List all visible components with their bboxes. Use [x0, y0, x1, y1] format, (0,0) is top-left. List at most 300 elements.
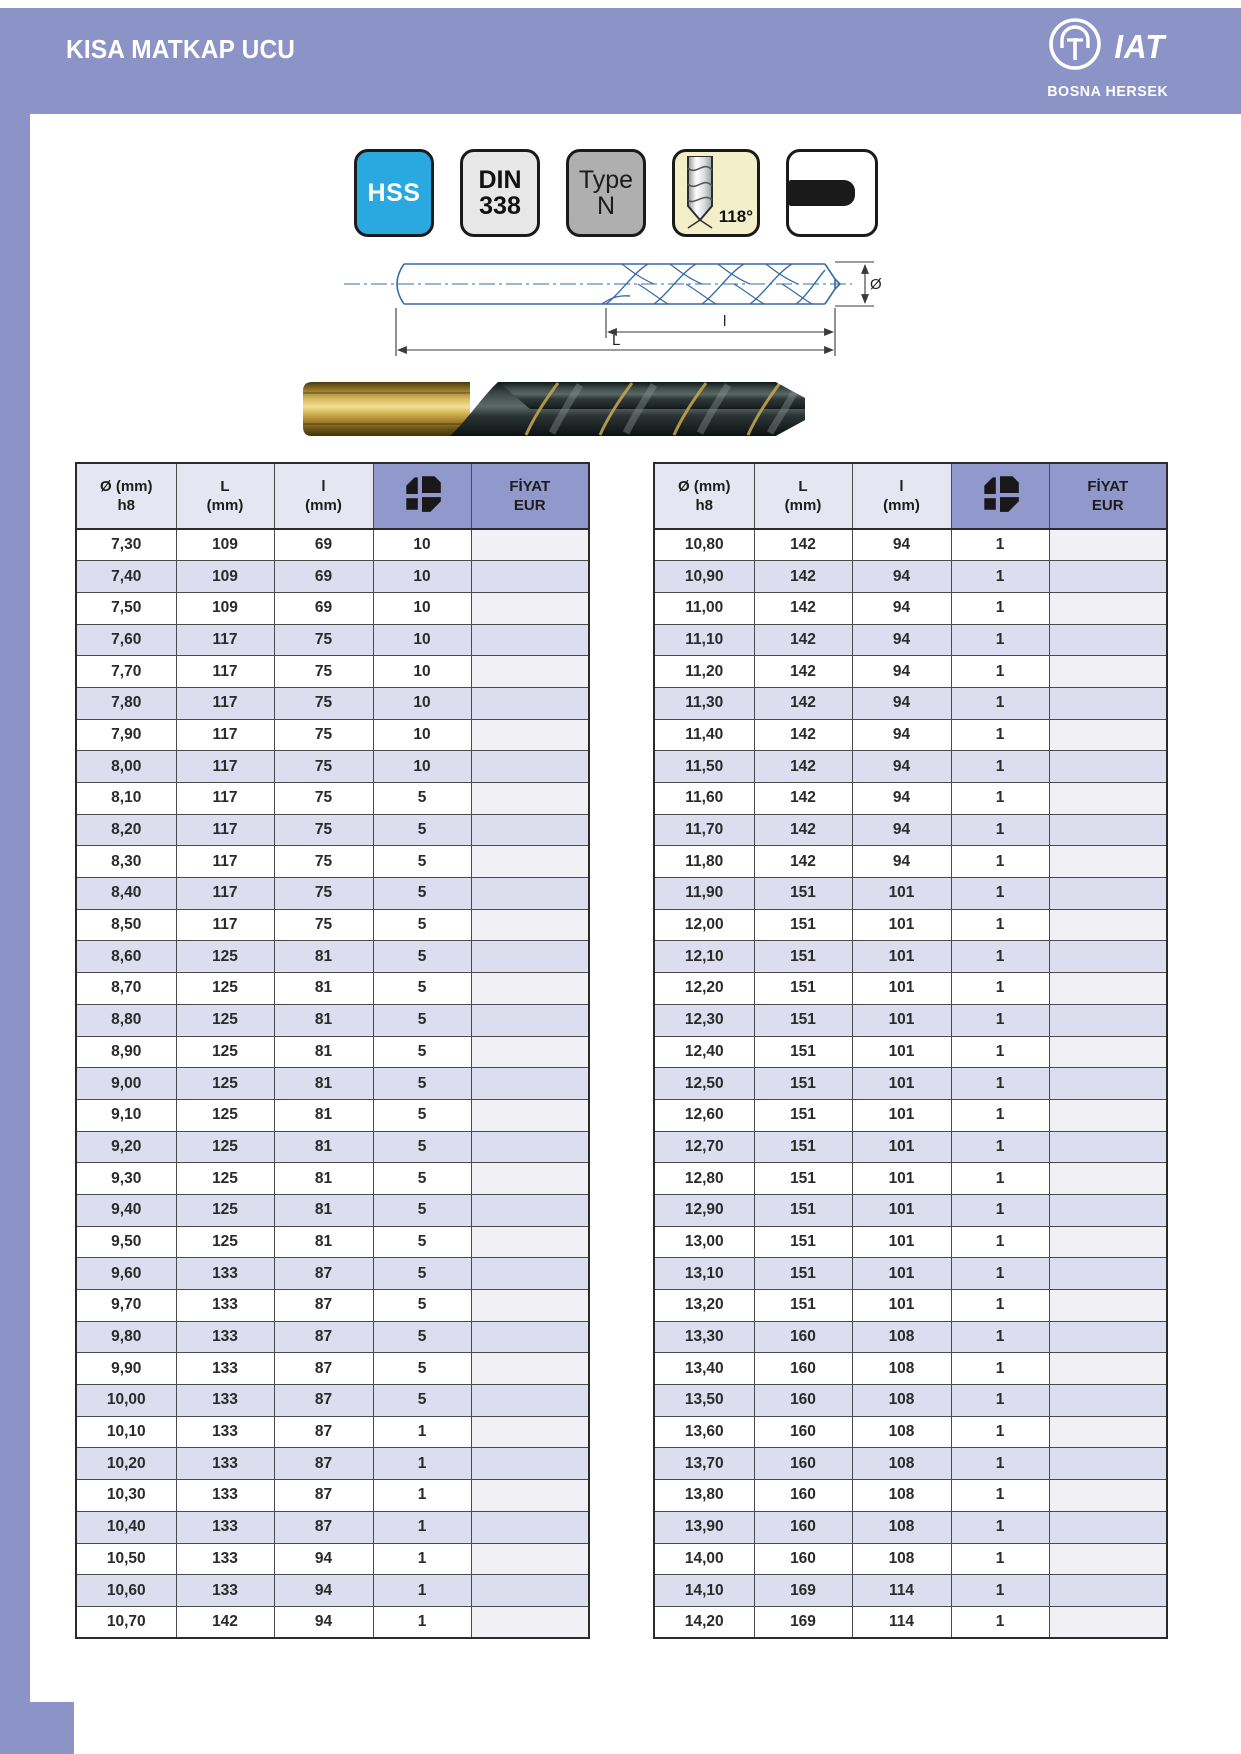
table-row — [654, 783, 1167, 815]
price-cell — [1049, 846, 1167, 878]
total-length-cell: 117 — [176, 878, 274, 910]
price-cell — [1049, 656, 1167, 688]
table-row — [76, 529, 589, 561]
diameter-cell: 13,30 — [654, 1321, 754, 1353]
pack-qty-cell: 1 — [373, 1448, 471, 1480]
table-row — [76, 1131, 589, 1163]
table-row — [76, 561, 589, 593]
diameter-cell: 10,70 — [76, 1606, 176, 1638]
total-length-cell: 151 — [754, 1036, 852, 1068]
flute-length-column-header: l (mm) — [274, 463, 373, 529]
table-row — [76, 909, 589, 941]
pack-qty-cell: 1 — [373, 1416, 471, 1448]
flute-length-cell: 81 — [274, 1131, 373, 1163]
total-length-cell: 133 — [176, 1290, 274, 1322]
pack-qty-cell: 1 — [951, 1226, 1049, 1258]
price-cell — [1049, 624, 1167, 656]
flute-length-cell: 87 — [274, 1385, 373, 1417]
total-length-cell: 125 — [176, 941, 274, 973]
table-row — [76, 846, 589, 878]
diameter-cell: 14,20 — [654, 1606, 754, 1638]
price-cell — [471, 814, 589, 846]
flute-length-cell: 94 — [274, 1543, 373, 1575]
price-cell — [471, 1099, 589, 1131]
diameter-cell: 10,40 — [76, 1511, 176, 1543]
flute-length-cell: 87 — [274, 1480, 373, 1512]
total-length-cell: 117 — [176, 846, 274, 878]
diameter-cell: 7,90 — [76, 719, 176, 751]
total-length-cell: 151 — [754, 1290, 852, 1322]
table-row — [76, 1068, 589, 1100]
total-length-cell: 133 — [176, 1543, 274, 1575]
pack-qty-cell: 1 — [951, 1480, 1049, 1512]
total-length-cell: 125 — [176, 1194, 274, 1226]
price-cell — [471, 1480, 589, 1512]
table-row — [654, 1194, 1167, 1226]
diameter-label: Ø — [870, 276, 882, 293]
table-row — [654, 1131, 1167, 1163]
table-row — [76, 1194, 589, 1226]
table-row — [654, 973, 1167, 1005]
diameter-cell: 11,00 — [654, 592, 754, 624]
pack-qty-cell: 5 — [373, 1385, 471, 1417]
din-line2: 338 — [479, 192, 521, 220]
table-row — [76, 1226, 589, 1258]
table-row — [76, 1036, 589, 1068]
price-cell — [1049, 814, 1167, 846]
total-length-cell: 142 — [754, 687, 852, 719]
total-length-cell: 151 — [754, 878, 852, 910]
total-length-cell: 142 — [754, 624, 852, 656]
pack-qty-cell: 1 — [951, 1194, 1049, 1226]
price-cell — [1049, 1353, 1167, 1385]
cylindrical-shank-icon — [789, 180, 855, 206]
brand-name: IAT — [1114, 27, 1166, 65]
flute-length-label: l — [723, 313, 727, 330]
table-row — [654, 1004, 1167, 1036]
diameter-cell: 11,50 — [654, 751, 754, 783]
diameter-cell: 9,70 — [76, 1290, 176, 1322]
diameter-cell: 13,40 — [654, 1353, 754, 1385]
pack-qty-cell: 1 — [951, 751, 1049, 783]
total-length-cell: 133 — [176, 1321, 274, 1353]
table-row — [76, 1258, 589, 1290]
pack-qty-cell: 1 — [951, 941, 1049, 973]
price-cell — [471, 1448, 589, 1480]
table-row — [654, 1480, 1167, 1512]
table-row — [654, 941, 1167, 973]
flute-length-cell: 94 — [852, 846, 951, 878]
price-cell — [1049, 909, 1167, 941]
pack-qty-cell: 1 — [951, 1606, 1049, 1638]
drill-tip-icon — [680, 156, 722, 237]
pack-qty-cell: 1 — [951, 1036, 1049, 1068]
bottom-left-accent-block — [0, 1702, 74, 1754]
pack-qty-cell: 1 — [951, 1131, 1049, 1163]
flute-length-cell: 94 — [852, 783, 951, 815]
price-cell — [471, 1068, 589, 1100]
pack-qty-cell: 1 — [951, 1099, 1049, 1131]
pack-qty-cell: 1 — [951, 783, 1049, 815]
type-line2: N — [596, 192, 616, 220]
price-column-header: FİYAT EUR — [471, 463, 589, 529]
total-length-cell: 133 — [176, 1385, 274, 1417]
price-cell — [471, 1163, 589, 1195]
flute-length-cell: 108 — [852, 1511, 951, 1543]
diameter-cell: 9,60 — [76, 1258, 176, 1290]
pack-qty-cell: 1 — [951, 814, 1049, 846]
flute-length-cell: 114 — [852, 1606, 951, 1638]
price-cell — [1049, 1416, 1167, 1448]
total-length-cell: 125 — [176, 1036, 274, 1068]
table-row — [76, 1353, 589, 1385]
price-cell — [1049, 1131, 1167, 1163]
price-cell — [1049, 1606, 1167, 1638]
pack-qty-cell: 1 — [951, 561, 1049, 593]
flute-length-cell: 101 — [852, 1131, 951, 1163]
total-length-cell: 117 — [176, 687, 274, 719]
pack-qty-cell: 1 — [951, 1290, 1049, 1322]
flute-length-cell: 101 — [852, 1194, 951, 1226]
pack-qty-column-header — [373, 463, 471, 529]
total-length-cell: 151 — [754, 1194, 852, 1226]
total-length-cell: 142 — [754, 846, 852, 878]
pack-qty-cell: 1 — [951, 1511, 1049, 1543]
pack-qty-cell: 5 — [373, 1258, 471, 1290]
table-row — [654, 1099, 1167, 1131]
price-cell — [471, 909, 589, 941]
table-row — [76, 624, 589, 656]
price-cell — [1049, 751, 1167, 783]
flute-length-cell: 81 — [274, 1036, 373, 1068]
total-length-cell: 125 — [176, 1131, 274, 1163]
diameter-cell: 11,70 — [654, 814, 754, 846]
flute-length-cell: 94 — [852, 592, 951, 624]
flute-length-cell: 101 — [852, 878, 951, 910]
total-length-cell: 142 — [754, 529, 852, 561]
table-row — [76, 656, 589, 688]
table-row — [76, 1290, 589, 1322]
diameter-cell: 10,20 — [76, 1448, 176, 1480]
pack-qty-cell: 1 — [951, 878, 1049, 910]
flute-length-cell: 108 — [852, 1543, 951, 1575]
flute-length-cell: 101 — [852, 1068, 951, 1100]
table-row — [654, 624, 1167, 656]
diameter-cell: 10,10 — [76, 1416, 176, 1448]
flute-length-cell: 94 — [852, 561, 951, 593]
pack-qty-cell: 1 — [951, 719, 1049, 751]
total-length-cell: 142 — [754, 814, 852, 846]
table-row — [654, 1575, 1167, 1607]
diameter-cell: 12,30 — [654, 1004, 754, 1036]
total-length-cell: 142 — [754, 561, 852, 593]
flute-length-cell: 81 — [274, 1226, 373, 1258]
point-angle-label: 118° — [718, 207, 753, 226]
table-row — [654, 687, 1167, 719]
table-row — [654, 1416, 1167, 1448]
pack-qty-cell: 5 — [373, 1226, 471, 1258]
pack-qty-cell: 1 — [951, 1543, 1049, 1575]
material-badge — [354, 149, 434, 237]
flute-length-cell: 81 — [274, 1163, 373, 1195]
price-cell — [1049, 1385, 1167, 1417]
table-row — [654, 1606, 1167, 1638]
pack-qty-column-header — [951, 463, 1049, 529]
flute-length-cell: 94 — [274, 1606, 373, 1638]
total-length-cell: 133 — [176, 1416, 274, 1448]
pack-qty-cell: 5 — [373, 1068, 471, 1100]
pack-qty-cell: 5 — [373, 1353, 471, 1385]
price-cell — [1049, 1099, 1167, 1131]
price-cell — [1049, 1004, 1167, 1036]
table-row — [76, 1480, 589, 1512]
page-title: KISA MATKAP UCU — [66, 34, 296, 64]
price-cell — [471, 1226, 589, 1258]
diameter-cell: 8,40 — [76, 878, 176, 910]
total-length-cell: 142 — [754, 751, 852, 783]
diameter-cell: 9,10 — [76, 1099, 176, 1131]
flute-length-cell: 69 — [274, 561, 373, 593]
diameter-cell: 12,70 — [654, 1131, 754, 1163]
brand-logo — [1044, 16, 1172, 100]
price-cell — [471, 1606, 589, 1638]
pack-qty-cell: 1 — [373, 1543, 471, 1575]
pack-qty-cell: 1 — [951, 846, 1049, 878]
flute-length-cell: 108 — [852, 1480, 951, 1512]
diameter-cell: 11,60 — [654, 783, 754, 815]
diameter-cell: 12,40 — [654, 1036, 754, 1068]
diameter-cell: 7,80 — [76, 687, 176, 719]
flute-length-cell: 101 — [852, 1226, 951, 1258]
diameter-cell: 8,50 — [76, 909, 176, 941]
diameter-cell: 8,80 — [76, 1004, 176, 1036]
flute-length-cell: 75 — [274, 751, 373, 783]
flute-length-cell: 81 — [274, 1099, 373, 1131]
total-length-cell: 160 — [754, 1321, 852, 1353]
diameter-cell: 8,20 — [76, 814, 176, 846]
flute-length-cell: 94 — [852, 529, 951, 561]
flute-length-cell: 81 — [274, 1068, 373, 1100]
flute-length-cell: 101 — [852, 1258, 951, 1290]
price-cell — [471, 687, 589, 719]
table-row — [654, 878, 1167, 910]
flute-length-cell: 75 — [274, 687, 373, 719]
flute-length-cell: 94 — [852, 687, 951, 719]
price-cell — [1049, 592, 1167, 624]
diameter-cell: 9,30 — [76, 1163, 176, 1195]
diameter-cell: 11,20 — [654, 656, 754, 688]
table-row — [654, 1511, 1167, 1543]
price-cell — [1049, 1226, 1167, 1258]
total-length-cell: 151 — [754, 1226, 852, 1258]
flute-length-cell: 75 — [274, 656, 373, 688]
total-length-cell: 151 — [754, 1131, 852, 1163]
flute-length-cell: 75 — [274, 814, 373, 846]
table-row — [76, 1606, 589, 1638]
pack-qty-cell: 10 — [373, 561, 471, 593]
pack-qty-cell: 5 — [373, 941, 471, 973]
total-length-cell: 142 — [754, 783, 852, 815]
price-cell — [471, 941, 589, 973]
spec-badges — [354, 149, 878, 237]
table-row — [76, 1543, 589, 1575]
table-row — [76, 814, 589, 846]
table-row — [76, 1575, 589, 1607]
total-length-cell: 117 — [176, 751, 274, 783]
diameter-cell: 12,00 — [654, 909, 754, 941]
total-length-cell: 160 — [754, 1385, 852, 1417]
pack-qty-cell: 1 — [951, 1448, 1049, 1480]
flute-length-cell: 101 — [852, 1163, 951, 1195]
table-row — [654, 1353, 1167, 1385]
price-cell — [1049, 878, 1167, 910]
shank-badge — [786, 149, 878, 237]
size-table-right — [653, 462, 1168, 1639]
pack-qty-cell: 5 — [373, 1163, 471, 1195]
diameter-cell: 9,00 — [76, 1068, 176, 1100]
table-row — [76, 751, 589, 783]
pack-qty-cell: 10 — [373, 751, 471, 783]
total-length-cell: 117 — [176, 783, 274, 815]
table-row — [76, 973, 589, 1005]
flute-length-cell: 101 — [852, 973, 951, 1005]
table-row — [76, 719, 589, 751]
price-cell — [1049, 1290, 1167, 1322]
price-cell — [471, 1036, 589, 1068]
pack-qty-cell: 5 — [373, 1036, 471, 1068]
table-row — [654, 751, 1167, 783]
total-length-cell: 151 — [754, 941, 852, 973]
flute-length-cell: 75 — [274, 846, 373, 878]
left-accent-strip — [0, 114, 30, 1702]
diameter-column-header: Ø (mm) h8 — [654, 463, 754, 529]
package-icon — [399, 501, 445, 518]
diameter-cell: 11,10 — [654, 624, 754, 656]
pack-qty-cell: 1 — [373, 1480, 471, 1512]
flute-length-cell: 81 — [274, 941, 373, 973]
total-length-cell: 151 — [754, 909, 852, 941]
price-cell — [471, 1543, 589, 1575]
diameter-cell: 8,10 — [76, 783, 176, 815]
pack-qty-cell: 10 — [373, 656, 471, 688]
price-cell — [471, 592, 589, 624]
pack-qty-cell: 1 — [951, 624, 1049, 656]
total-length-cell: 151 — [754, 1004, 852, 1036]
table-row — [76, 1385, 589, 1417]
diameter-cell: 8,70 — [76, 973, 176, 1005]
flute-length-cell: 69 — [274, 592, 373, 624]
pack-qty-cell: 1 — [951, 592, 1049, 624]
diameter-cell: 11,30 — [654, 687, 754, 719]
table-row — [76, 878, 589, 910]
diameter-cell: 7,30 — [76, 529, 176, 561]
diameter-cell: 10,30 — [76, 1480, 176, 1512]
price-cell — [1049, 687, 1167, 719]
table-row — [654, 814, 1167, 846]
size-table-left — [75, 462, 590, 1639]
price-cell — [1049, 1511, 1167, 1543]
drill-photo — [300, 377, 807, 441]
flute-length-cell: 94 — [852, 656, 951, 688]
pack-qty-cell: 1 — [951, 687, 1049, 719]
diameter-cell: 8,30 — [76, 846, 176, 878]
price-cell — [471, 783, 589, 815]
total-length-cell: 117 — [176, 656, 274, 688]
flute-length-cell: 108 — [852, 1448, 951, 1480]
price-cell — [1049, 719, 1167, 751]
diameter-cell: 10,60 — [76, 1575, 176, 1607]
total-length-cell: 160 — [754, 1480, 852, 1512]
price-cell — [1049, 1321, 1167, 1353]
total-length-cell: 109 — [176, 561, 274, 593]
pack-qty-cell: 1 — [951, 1321, 1049, 1353]
diameter-cell: 8,60 — [76, 941, 176, 973]
package-icon — [977, 501, 1023, 518]
table-row — [654, 719, 1167, 751]
table-row — [654, 1068, 1167, 1100]
pack-qty-cell: 1 — [373, 1511, 471, 1543]
diameter-cell: 13,60 — [654, 1416, 754, 1448]
price-cell — [471, 846, 589, 878]
diameter-cell: 13,10 — [654, 1258, 754, 1290]
pack-qty-cell: 5 — [373, 846, 471, 878]
total-length-cell: 160 — [754, 1511, 852, 1543]
price-cell — [471, 719, 589, 751]
table-row — [76, 1099, 589, 1131]
flute-length-cell: 101 — [852, 941, 951, 973]
price-cell — [471, 1511, 589, 1543]
price-cell — [471, 1004, 589, 1036]
diameter-cell: 13,80 — [654, 1480, 754, 1512]
table-row — [654, 1258, 1167, 1290]
pack-qty-cell: 5 — [373, 1131, 471, 1163]
pack-qty-cell: 10 — [373, 592, 471, 624]
table-row — [654, 1226, 1167, 1258]
flute-length-cell: 87 — [274, 1258, 373, 1290]
price-cell — [471, 1575, 589, 1607]
flute-length-cell: 108 — [852, 1385, 951, 1417]
diameter-cell: 12,10 — [654, 941, 754, 973]
pack-qty-cell: 1 — [951, 656, 1049, 688]
pack-qty-cell: 1 — [951, 1163, 1049, 1195]
total-length-cell: 133 — [176, 1480, 274, 1512]
price-cell — [471, 1416, 589, 1448]
flute-length-cell: 101 — [852, 1036, 951, 1068]
price-cell — [1049, 1258, 1167, 1290]
price-cell — [1049, 529, 1167, 561]
total-length-cell: 160 — [754, 1448, 852, 1480]
price-cell — [471, 973, 589, 1005]
pack-qty-cell: 5 — [373, 878, 471, 910]
total-length-cell: 125 — [176, 1226, 274, 1258]
diameter-cell: 12,80 — [654, 1163, 754, 1195]
total-length-cell: 169 — [754, 1575, 852, 1607]
price-cell — [471, 624, 589, 656]
diameter-cell: 11,90 — [654, 878, 754, 910]
total-length-cell: 151 — [754, 1099, 852, 1131]
diameter-cell: 8,00 — [76, 751, 176, 783]
price-cell — [1049, 1480, 1167, 1512]
total-length-cell: 133 — [176, 1511, 274, 1543]
flute-length-cell: 75 — [274, 878, 373, 910]
total-length-cell: 125 — [176, 1068, 274, 1100]
total-length-cell: 142 — [754, 592, 852, 624]
total-length-cell: 151 — [754, 1258, 852, 1290]
pack-qty-cell: 10 — [373, 687, 471, 719]
flute-length-cell: 87 — [274, 1290, 373, 1322]
table-row — [76, 783, 589, 815]
price-cell — [471, 1321, 589, 1353]
